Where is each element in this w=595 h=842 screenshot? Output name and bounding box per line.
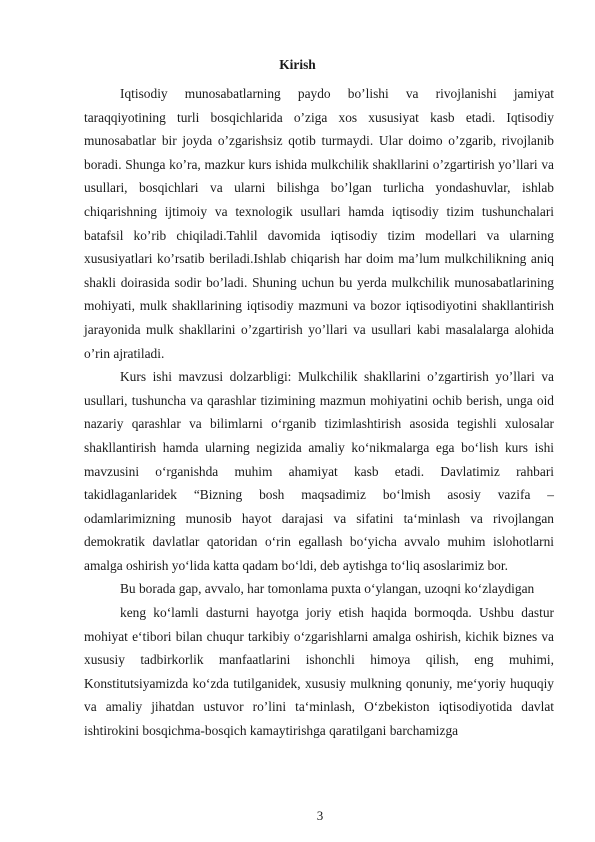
paragraph-intro: Iqtisodiy munosabatlarning paydo bo’lishi va rivojlanishi jamiyat taraqqiyotining turli bosqichlarida o’ziga xos xususiyat kasb etadi. Iqtisodiy munosabatlar bir joyda o’zgarishsiz qotib turmaydi. Ular doimo o’zgarib, rivojlanib boradi. Shunga ko’ra, mazkur kurs ishida mulkchilik shakllarini o’zgartirish yo’llari va usullari, bosqichlari va ularni bilishga bo’lgan turlicha yondashuvlar, ishlab chiqarishning ijtimoiy va texnologik usullari hamda iqtisodiy tizim tushunchalari batafsil ko’rib chiqiladi.Tahlil davomida iqtisodiy tizim modellari va ularning xususiyatlari ko’rsatib beriladi.Ishlab chiqarish har doim ma’lum mulkchilikning aniq shakli doirasida sodir bo’ladi. Shuning uchun bu yerda mulkchilik munosabatlarining mohiyati, mulk shakllarining iqtisodiy mazmuni va bozor iqtisodiyotini shakllantirish jarayonida mulk shakllarini o’zgartirish yo’llari va usullari kabi masalalarga alohida o’rin ajratiladi. <box>84 86 554 361</box>
page-number: 3 <box>316 808 324 823</box>
paragraph-program: keng ko‘lamli dasturni hayotga joriy etish haqida bormoqda. Ushbu dastur mohiyat e‘tibori bilan chuqur tarkibiy o‘zgarishlarni amalga oshirish, kichik biznes va xususiy tadbirkorlik manfaatlarini ishonchli himoya qilish, eng muhimi, Konstitutsiyamizda ko‘zda tutilganidek, xususiy mulkning qonuniy, me‘yoriy huquqiy va amaliy jihatdan ustuvor ro’lini ta‘minlash, O‘zbekiston iqtisodiyotida davlat ishtirokini bosqichma-bosqich kamaytirishga qaratilgani barchamizga <box>84 605 554 739</box>
paragraph-discussion: Bu borada gap, avvalo, har tomonlama puxta o‘ylangan, uzoqni ko‘zlaydigan <box>120 581 535 597</box>
body-text <box>84 82 554 743</box>
page-title: Kirish <box>279 57 316 72</box>
paragraph-relevance: Kurs ishi mavzusi dolzarbligi: Mulkchilik shakllarini o’zgartirish yo’llari va usullari, tushuncha va qarashlar tizimining mazmun mohiyatini ochib berish, unga oid nazariy qarashlar va bilimlarni o‘rganib tizimlashtirish asosida tegishli xulosalar shakllantirish hamda ularning negizida amaliy ko‘nikmalarga ega bo‘lish kurs ishi mavzusini o‘rganishda muhim ahamiyat kasb etadi. Davlatimiz rahbari takidlaganlaridek “Bizning bosh maqsadimiz bo‘lmish asosiy vazifa – odamlarimizning munosib hayot darajasi va sifatini ta‘minlash va rivojlangan demokratik davlatlar qatoridan o‘rin egallash bo‘yicha avvalo muhim islohotlarni amalga oshirish yo‘lida katta qadam bo‘ldi, deb aytishga to‘liq asoslarimiz bor. <box>84 369 554 573</box>
